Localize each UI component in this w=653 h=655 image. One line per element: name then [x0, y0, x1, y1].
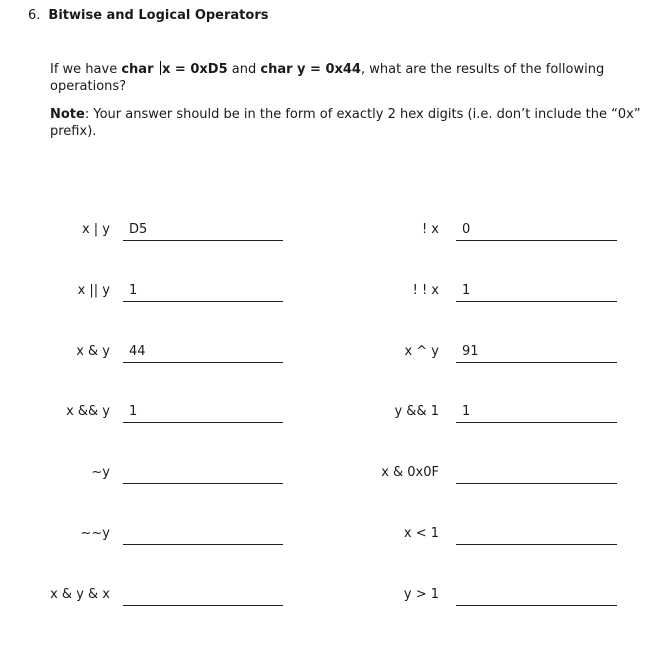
- operation-expression: x & y: [76, 344, 110, 359]
- intro-text-2: , what are the results of the following operations?: [50, 62, 605, 94]
- question-title: Bitwise and Logical Operators: [48, 8, 269, 23]
- intro-char-keyword: char: [121, 62, 159, 77]
- intro-and: and: [227, 62, 261, 77]
- operation-expression: ~y: [91, 465, 110, 480]
- answer-value: D5: [129, 222, 148, 237]
- operation-expression: y && 1: [394, 404, 439, 419]
- answer-value: 44: [129, 344, 146, 359]
- intro-paragraph: [50, 61, 642, 95]
- operation-row: [0, 222, 653, 242]
- operation-expression: ~~y: [80, 526, 110, 541]
- operation-expression: x || y: [77, 283, 110, 298]
- operation-label-wrap: [0, 526, 439, 546]
- operation-row: [0, 344, 653, 364]
- operation-expression: x < 1: [403, 526, 439, 541]
- answer-field[interactable]: [456, 283, 617, 302]
- operation-label-wrap: [0, 283, 439, 303]
- answer-value: 0: [462, 222, 471, 237]
- operation-row: [0, 526, 653, 546]
- operation-label-wrap: [0, 222, 439, 242]
- answer-value: 1: [462, 283, 471, 298]
- question-heading: [28, 8, 268, 23]
- operation-row: [0, 465, 653, 485]
- operation-expression: x ^ y: [404, 344, 439, 359]
- note-paragraph: [50, 106, 642, 140]
- operation-label-wrap: [0, 344, 439, 364]
- operation-expression: ! ! x: [412, 283, 439, 298]
- operation-label-wrap: [0, 465, 439, 485]
- operation-expression: x & 0x0F: [381, 465, 439, 480]
- answer-field[interactable]: [456, 344, 617, 363]
- answer-value: 1: [129, 283, 138, 298]
- question-number: 6.: [28, 8, 41, 23]
- operation-expression: ! x: [421, 222, 439, 237]
- answer-field[interactable]: [456, 222, 617, 241]
- y-declaration: char y = 0x44: [260, 62, 361, 77]
- note-text: : Your answer should be in the form of exactly 2 hex digits (i.e. don’t include the “0x” prefix).: [50, 107, 641, 139]
- answer-value: 1: [129, 404, 138, 419]
- operation-expression: x | y: [81, 222, 110, 237]
- text-cursor: [160, 61, 161, 75]
- answer-field[interactable]: [456, 526, 617, 545]
- x-declaration: x = 0xD5: [162, 62, 228, 77]
- operation-expression: y > 1: [403, 587, 439, 602]
- answer-value: 91: [462, 344, 479, 359]
- note-label: Note: [50, 107, 85, 122]
- operation-expression: x && y: [66, 404, 110, 419]
- intro-text-1: If we have: [50, 62, 122, 77]
- operation-label-wrap: [0, 587, 439, 607]
- operation-expression: x & y & x: [50, 587, 110, 602]
- operation-row: [0, 404, 653, 424]
- answer-field[interactable]: [456, 587, 617, 606]
- answer-field[interactable]: [456, 404, 617, 423]
- answer-field[interactable]: [456, 465, 617, 484]
- operation-row: [0, 283, 653, 303]
- answer-value: 1: [462, 404, 471, 419]
- operation-label-wrap: [0, 404, 439, 424]
- operation-row: [0, 587, 653, 607]
